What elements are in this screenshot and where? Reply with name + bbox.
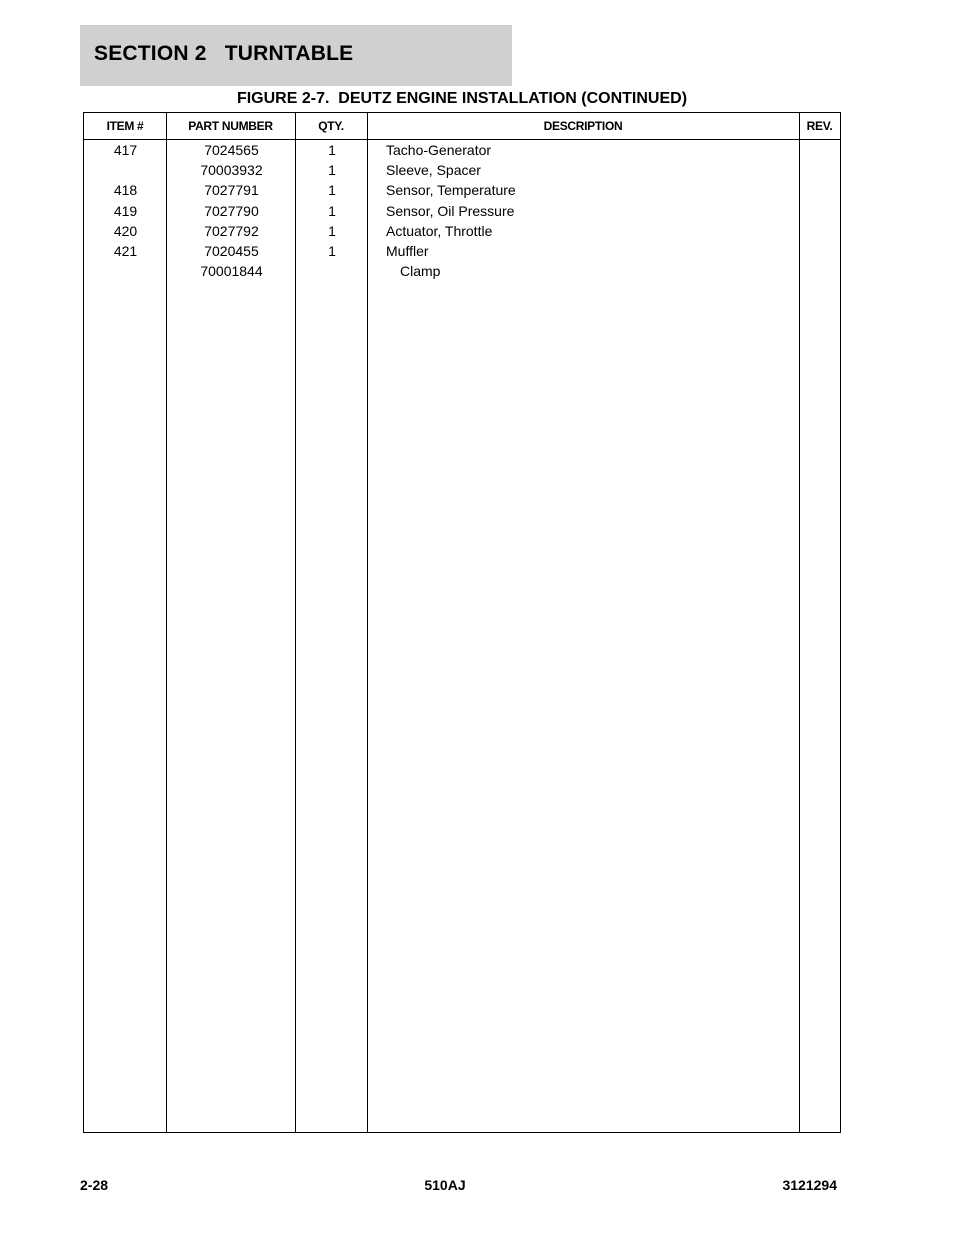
table-row [84, 160, 840, 180]
page-number: 2-28 [80, 1177, 109, 1193]
header-qty: QTY. [318, 119, 344, 133]
cell-part-number: 70003932 [200, 162, 263, 179]
header-description: DESCRIPTION [543, 119, 623, 133]
table-row [84, 241, 840, 261]
cell-item: 419 [113, 202, 138, 219]
cell-description: Sleeve, Spacer [386, 162, 481, 179]
cell-qty: 1 [328, 222, 336, 239]
table-row [84, 201, 840, 221]
parts-table [83, 112, 841, 1133]
cell-part-number: 70001844 [200, 263, 263, 280]
cell-description: Sensor, Oil Pressure [386, 202, 515, 219]
table-body [84, 140, 840, 281]
table-row [84, 261, 840, 281]
cell-part-number: 7027790 [204, 202, 259, 219]
cell-item: 421 [113, 242, 138, 259]
section-title: SECTION 2 TURNTABLE [94, 42, 354, 65]
table-row [84, 221, 840, 241]
section-header [80, 25, 512, 86]
cell-item: 420 [113, 222, 138, 239]
cell-description: Actuator, Throttle [386, 222, 493, 239]
table-row [84, 180, 840, 200]
header-part-number: PART NUMBER [188, 119, 273, 133]
header-rev: REV. [806, 119, 833, 133]
cell-qty: 1 [328, 182, 336, 199]
cell-part-number: 7027791 [204, 182, 259, 199]
cell-description: Sensor, Temperature [386, 182, 516, 199]
cell-description: Tacho-Generator [386, 142, 492, 158]
cell-part-number: 7020455 [204, 242, 259, 259]
table-row [84, 140, 840, 160]
cell-description: Muffler [386, 242, 429, 259]
cell-qty: 1 [328, 202, 336, 219]
cell-description: Clamp [400, 263, 441, 280]
cell-item: 418 [113, 182, 138, 199]
cell-part-number: 7024565 [204, 142, 259, 158]
cell-item: 417 [113, 142, 138, 158]
document-number: 3121294 [782, 1177, 837, 1193]
header-item: ITEM # [106, 119, 144, 133]
cell-qty: 1 [328, 142, 336, 158]
cell-qty: 1 [328, 242, 336, 259]
model-name: 510AJ [424, 1177, 466, 1193]
cell-qty: 1 [328, 162, 336, 179]
cell-part-number: 7027792 [204, 222, 259, 239]
figure-title: FIGURE 2-7. DEUTZ ENGINE INSTALLATION (CONTINUED) [236, 90, 688, 107]
